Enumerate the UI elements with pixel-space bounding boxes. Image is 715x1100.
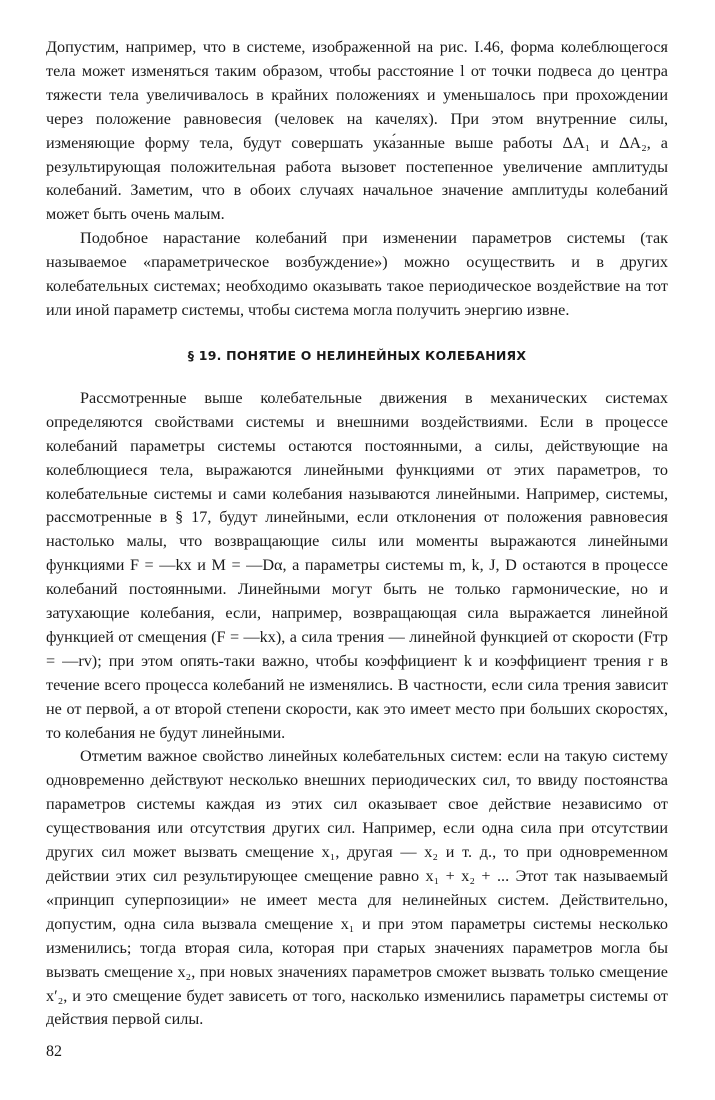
section-heading: § 19. ПОНЯТИЕ О НЕЛИНЕЙНЫХ КОЛЕБАНИЯХ: [187, 347, 527, 363]
paragraph-parametric-example: Допустим, например, что в системе, изображенной на рис. I.46, форма колеблющегося тела может изменяться таким образом, чтобы расстояние l от точки подвеса до центра тяжести тела увеличивалось в крайних положениях и уменьшалось при прохождении через положение равновесия (человек на качелях). При этом внутренние силы, изменяющие форму тела, будут совершать ука́занные выше работы ΔA₁ и ΔA₂, а результирующая положительная работа вызовет постепенное увеличение амплитуды колебаний. Заметим, что в обоих случаях начальное значение амплитуды колебаний может быть очень малым.: [46, 38, 668, 224]
paragraph-superposition: Отметим важное свойство линейных колебательных систем: если на такую систему одновременно действуют несколько внешних периодических сил, то ввиду постоянства параметров системы каждая из этих сил оказывает свое действие независимо от существования или отсутствия других сил. Например, если одна сила при отсутствии других сил может вызвать смещение x₁, другая — x₂ и т. д., то при одновременном действии этих сил результирующее смещение равно x₁ + x₂ + ... Этот так называемый «принцип суперпозиции» не имеет места для нелинейных систем. Действительно, допустим, одна сила вызвала смещение x₁ и при этом параметры системы несколько изменились; тогда вторая сила, которая при старых значениях параметров могла бы вызвать смещение x₂, при новых значениях параметров сможет вызвать только смещение x′₂, и это смещение будет зависеть от того, насколько изменились параметры системы от действия первой силы.: [46, 747, 668, 1029]
paragraph-linear-systems: Рассмотренные выше колебательные движения в механических системах определяются свойствами системы и внешними воздействиями. Если в процессе колебаний параметры системы остаются постоянными, а силы, действующие на колеблющиеся тела, выражаются линейными функциями от этих параметров, то колебательные системы и сами колебания называются линейными. Например, системы, рассмотренные в § 17, будут линейными, если отклонения от положения равновесия настолько малы, что возвращающие силы или моменты выражаются линейными функциями F = —kx и M = —Dα, а параметры системы m, k, J, D остаются в процессе колебаний постоянными. Линейными могут быть не только гармонические, но и затухающие колебания, если, например, возвращающая сила выражается линейной функцией от смещения (F = —kx), а сила трения — линейной функцией от скорости (Fтр = —rv); при этом опять-таки важно, чтобы коэффициент k и коэффициент трения r в течение всего процесса колебаний не изменялись. В частности, если сила трения зависит не от первой, а от второй степени скорости, как это имеет место при больших скоростях, то колебания не будут линейными.: [46, 388, 668, 742]
page-number: 82: [46, 1043, 62, 1060]
paragraph-parametric-excitation: Подобное нарастание колебаний при изменении параметров системы (так называемое «параметрическое возбуждение») можно осуществить и в других колебательных системах; необходимо оказывать такое периодическое воздействие на тот или иной параметр системы, чтобы система могла получить энергию извне.: [46, 229, 668, 319]
page-text-block: [46, 36, 668, 1032]
